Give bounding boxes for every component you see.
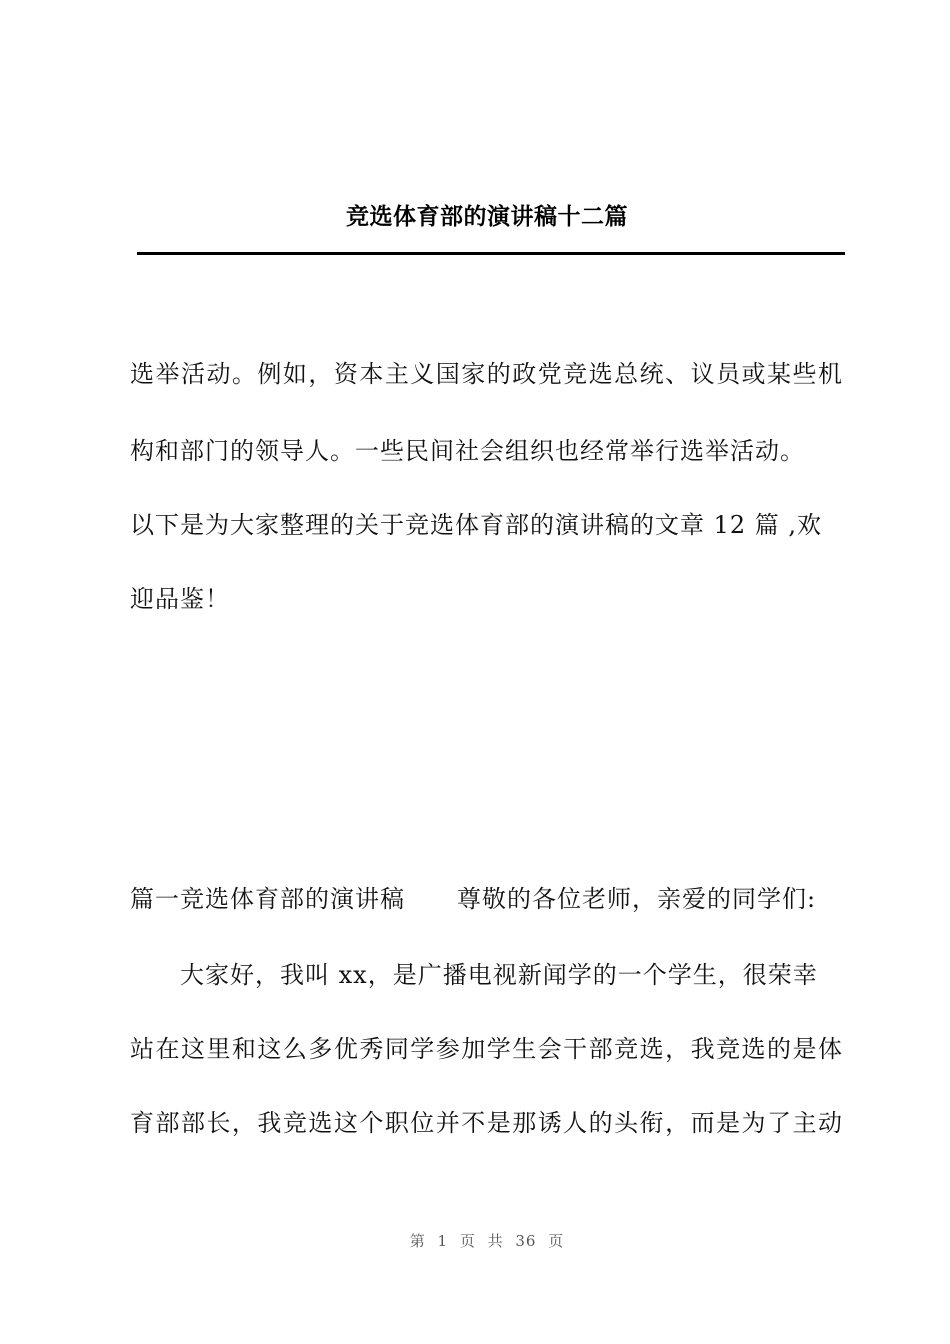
- footer-page-number: 1: [437, 1232, 449, 1250]
- page-footer: [0, 1230, 950, 1251]
- title-underline: [137, 252, 845, 255]
- salutation: 尊敬的各位老师，亲爱的同学们:: [457, 885, 817, 913]
- intro-line-2: 构和部门的领导人。一些民间社会组织也经常举行选举活动。: [130, 437, 805, 465]
- intro-line-4: 迎品鉴！: [130, 585, 230, 613]
- section-heading: 篇一竞选体育部的演讲稿: [130, 885, 405, 913]
- footer-page-label: 第: [409, 1232, 426, 1250]
- body-line-3: 育部部长，我竞选这个职位并不是那诱人的头衔，而是为了主动: [130, 1109, 842, 1137]
- section-heading-line: [130, 879, 816, 914]
- footer-of-label: 页 共: [459, 1232, 504, 1250]
- body-line-1: 大家好，我叫 xx，是广播电视新闻学的一个学生，很荣幸: [180, 961, 818, 989]
- footer-total-pages: 36: [515, 1232, 537, 1250]
- body-line-2: 站在这里和这么多优秀同学参加学生会干部竞选，我竞选的是体: [130, 1035, 842, 1063]
- intro-line-3: 以下是为大家整理的关于竞选体育部的演讲稿的文章 12 篇 ,欢: [130, 511, 823, 539]
- document-title: 竞选体育部的演讲稿十二篇: [346, 204, 628, 230]
- footer-pages-label: 页: [548, 1232, 565, 1250]
- intro-line-1: 选举活动。例如，资本主义国家的政党竞选总统、议员或某些机: [130, 360, 842, 388]
